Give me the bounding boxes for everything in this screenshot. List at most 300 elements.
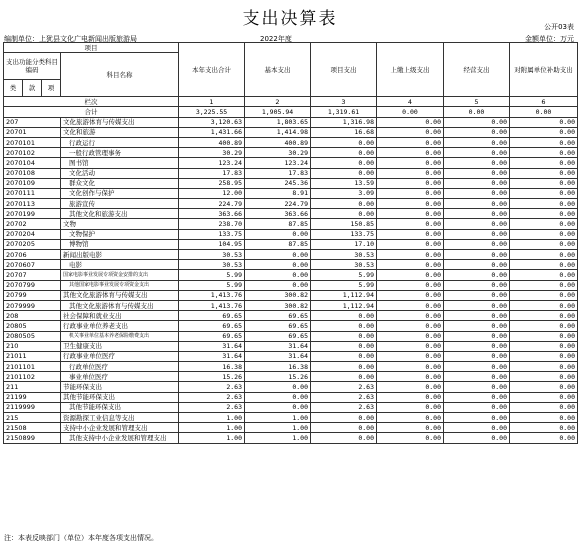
row-value: 31.64	[245, 341, 311, 351]
row-value: 0.00	[245, 250, 311, 260]
row-value: 0.00	[377, 433, 444, 443]
row-subject-name: 事业单位医疗	[61, 372, 179, 382]
row-value: 69.65	[179, 311, 245, 321]
row-value: 0.00	[444, 168, 510, 178]
row-value: 16.68	[311, 127, 377, 137]
row-value: 0.00	[510, 270, 578, 280]
compiling-unit: 编制单位：上犹县文化广电新闻出版旅游局	[4, 35, 137, 43]
row-value: 0.00	[510, 250, 578, 260]
row-value: 17.83	[179, 168, 245, 178]
row-subject-name: 旅游宣传	[61, 199, 179, 209]
row-subject-name: 图书馆	[61, 158, 179, 168]
row-subject-name: 文化和旅游	[61, 127, 179, 137]
row-code: 21508	[4, 423, 61, 433]
row-value: 0.00	[245, 229, 311, 239]
row-value: 2.63	[179, 402, 245, 412]
row-value: 16.38	[245, 362, 311, 372]
row-subject-name: 国家电影事业发展专项资金安排的支出	[61, 270, 179, 280]
col-number: 4	[377, 97, 444, 107]
row-value: 0.00	[444, 117, 510, 127]
row-value: 0.00	[377, 239, 444, 249]
sum-value: 0.00	[444, 107, 510, 117]
row-code: 2101102	[4, 372, 61, 382]
row-code: 2070109	[4, 178, 61, 188]
row-value: 1.00	[245, 433, 311, 443]
row-value: 30.29	[179, 148, 245, 158]
row-value: 0.00	[245, 382, 311, 392]
row-value: 69.65	[245, 331, 311, 341]
row-value: 0.00	[510, 331, 578, 341]
row-value: 0.00	[444, 300, 510, 310]
row-value: 0.00	[377, 209, 444, 219]
row-value: 0.00	[444, 158, 510, 168]
row-subject-name: 其他节能环保支出	[61, 392, 179, 402]
table-row	[4, 219, 578, 229]
row-value: 104.95	[179, 239, 245, 249]
row-value: 0.00	[311, 199, 377, 209]
footnote: 注：本表反映部门（单位）本年度各项支出情况。	[4, 534, 158, 542]
row-code: 207	[4, 117, 61, 127]
row-code: 2070799	[4, 280, 61, 290]
row-value: 1.00	[179, 413, 245, 423]
col-number: 1	[179, 97, 245, 107]
row-value: 0.00	[311, 137, 377, 147]
row-value: 0.00	[377, 351, 444, 361]
row-value: 0.00	[444, 362, 510, 372]
row-value: 0.00	[377, 362, 444, 372]
sum-value: 3,225.55	[179, 107, 245, 117]
row-code: 2070111	[4, 188, 61, 198]
table-row	[4, 158, 578, 168]
row-code: 2070108	[4, 168, 61, 178]
row-value: 0.00	[245, 402, 311, 412]
row-value: 0.00	[444, 423, 510, 433]
header-business: 经营支出	[444, 43, 510, 97]
row-value: 0.00	[510, 158, 578, 168]
row-value: 0.00	[377, 280, 444, 290]
row-value: 0.00	[510, 229, 578, 239]
row-code: 2101101	[4, 362, 61, 372]
row-value: 1,803.65	[245, 117, 311, 127]
row-subject-name: 节能环保支出	[61, 382, 179, 392]
row-subject-name: 行政事业单位养老支出	[61, 321, 179, 331]
row-value: 17.10	[311, 239, 377, 249]
table-body	[4, 117, 578, 443]
row-value: 0.00	[444, 199, 510, 209]
row-value: 258.95	[179, 178, 245, 188]
row-code: 2070113	[4, 199, 61, 209]
row-code: 210	[4, 341, 61, 351]
row-value: 0.00	[377, 382, 444, 392]
table-row	[4, 351, 578, 361]
row-subject-name: 机关事业单位基本养老保险缴费支出	[61, 331, 179, 341]
row-value: 2.63	[179, 392, 245, 402]
row-subject-name: 其他文化旅游体育与传媒支出	[61, 300, 179, 310]
table-row	[4, 362, 578, 372]
row-value: 0.00	[510, 178, 578, 188]
table-row	[4, 402, 578, 412]
row-value: 0.00	[444, 137, 510, 147]
row-value: 0.00	[377, 178, 444, 188]
row-value: 0.00	[510, 168, 578, 178]
sum-label: 合计	[4, 107, 179, 117]
row-value: 2.63	[311, 392, 377, 402]
row-value: 245.36	[245, 178, 311, 188]
row-value: 15.26	[245, 372, 311, 382]
table-row	[4, 311, 578, 321]
table-row	[4, 423, 578, 433]
row-value: 0.00	[510, 137, 578, 147]
sum-value: 1,905.94	[245, 107, 311, 117]
row-value: 31.64	[245, 351, 311, 361]
header-basic: 基本支出	[245, 43, 311, 97]
col-number: 5	[444, 97, 510, 107]
row-value: 0.00	[245, 270, 311, 280]
table-row	[4, 341, 578, 351]
table-row	[4, 260, 578, 270]
row-value: 69.65	[179, 321, 245, 331]
row-value: 0.00	[444, 392, 510, 402]
row-label-cell: 栏次	[4, 97, 179, 107]
row-value: 30.53	[311, 260, 377, 270]
row-subject-name: 其他文化和旅游支出	[61, 209, 179, 219]
header-project: 项目支出	[311, 43, 377, 97]
amount-unit: 金额单位：万元	[525, 35, 574, 43]
row-value: 1,413.76	[179, 300, 245, 310]
row-value: 133.75	[179, 229, 245, 239]
row-value: 0.00	[377, 168, 444, 178]
row-subject-name: 其他节能环保支出	[61, 402, 179, 412]
row-subject-name: 博物馆	[61, 239, 179, 249]
row-subject-name: 文化创作与保护	[61, 188, 179, 198]
row-value: 0.00	[444, 402, 510, 412]
row-code: 20805	[4, 321, 61, 331]
row-value: 0.00	[510, 188, 578, 198]
row-value: 0.00	[311, 311, 377, 321]
row-subject-name: 一般行政管理事务	[61, 148, 179, 158]
sum-value: 0.00	[510, 107, 578, 117]
col-number: 3	[311, 97, 377, 107]
table-row	[4, 137, 578, 147]
row-value: 400.89	[179, 137, 245, 147]
row-value: 0.00	[444, 413, 510, 423]
row-value: 2.63	[311, 402, 377, 412]
row-value: 0.00	[377, 260, 444, 270]
table-row	[4, 300, 578, 310]
row-value: 133.75	[311, 229, 377, 239]
row-value: 0.00	[444, 341, 510, 351]
row-code: 215	[4, 413, 61, 423]
row-value: 0.00	[311, 433, 377, 443]
row-value: 1,316.98	[311, 117, 377, 127]
row-value: 1.00	[179, 433, 245, 443]
page-title: 支出决算表	[242, 9, 338, 29]
row-value: 0.00	[510, 290, 578, 300]
row-value: 0.00	[377, 148, 444, 158]
row-value: 3,120.63	[179, 117, 245, 127]
row-value: 0.00	[510, 219, 578, 229]
row-value: 0.00	[311, 209, 377, 219]
row-value: 224.79	[245, 199, 311, 209]
row-value: 13.59	[311, 178, 377, 188]
row-value: 0.00	[377, 229, 444, 239]
row-subject-name: 卫生健康支出	[61, 341, 179, 351]
row-value: 0.00	[377, 117, 444, 127]
row-value: 0.00	[510, 372, 578, 382]
row-code: 2070205	[4, 239, 61, 249]
row-value: 0.00	[311, 341, 377, 351]
fiscal-year: 2022年度	[260, 35, 292, 43]
row-value: 30.53	[179, 260, 245, 270]
row-code: 2150899	[4, 433, 61, 443]
row-value: 0.00	[510, 433, 578, 443]
row-value: 0.00	[510, 127, 578, 137]
row-value: 0.00	[377, 341, 444, 351]
row-value: 87.85	[245, 239, 311, 249]
header-class-code: 支出功能分类科目编码	[4, 53, 61, 80]
table-row	[4, 239, 578, 249]
row-value: 0.00	[245, 280, 311, 290]
row-value: 0.00	[377, 250, 444, 260]
row-value: 69.65	[245, 311, 311, 321]
row-value: 12.00	[179, 188, 245, 198]
row-value: 0.00	[510, 199, 578, 209]
table-row	[4, 117, 578, 127]
row-value: 0.00	[510, 392, 578, 402]
row-value: 0.00	[510, 300, 578, 310]
row-value: 3.09	[311, 188, 377, 198]
row-value: 0.00	[444, 311, 510, 321]
row-value: 0.00	[245, 260, 311, 270]
row-value: 0.00	[444, 372, 510, 382]
row-value: 0.00	[377, 321, 444, 331]
row-subject-name: 文物	[61, 219, 179, 229]
row-value: 0.00	[444, 433, 510, 443]
table-row	[4, 372, 578, 382]
row-value: 0.00	[444, 148, 510, 158]
row-value: 0.00	[444, 229, 510, 239]
row-code: 2070199	[4, 209, 61, 219]
row-value: 0.00	[311, 331, 377, 341]
row-value: 0.00	[510, 362, 578, 372]
row-value: 0.00	[444, 178, 510, 188]
row-subject-name: 其他支持中小企业发展和管理支出	[61, 433, 179, 443]
row-value: 0.00	[377, 331, 444, 341]
table-row	[4, 148, 578, 158]
row-value: 0.00	[444, 321, 510, 331]
row-value: 5.99	[311, 280, 377, 290]
table-row	[4, 331, 578, 341]
header-subsidy: 对附属单位补助支出	[510, 43, 578, 97]
row-value: 2.63	[311, 382, 377, 392]
row-value: 5.99	[311, 270, 377, 280]
row-value: 5.99	[179, 280, 245, 290]
header-kuan: 款	[23, 80, 42, 97]
sum-value: 1,319.61	[311, 107, 377, 117]
row-value: 0.00	[444, 127, 510, 137]
row-value: 0.00	[444, 270, 510, 280]
row-code: 20706	[4, 250, 61, 260]
row-value: 0.00	[377, 392, 444, 402]
row-value: 0.00	[377, 300, 444, 310]
row-value: 0.00	[311, 413, 377, 423]
row-value: 0.00	[510, 239, 578, 249]
row-value: 0.00	[311, 148, 377, 158]
row-subject-name: 资源勘探工业信息等支出	[61, 413, 179, 423]
row-subject-name: 其他文化旅游体育与传媒支出	[61, 290, 179, 300]
row-value: 30.29	[245, 148, 311, 158]
row-value: 0.00	[311, 362, 377, 372]
row-value: 0.00	[377, 199, 444, 209]
table-row	[4, 433, 578, 443]
row-value: 0.00	[311, 321, 377, 331]
row-value: 0.00	[444, 351, 510, 361]
form-code: 公开03表	[544, 23, 574, 31]
row-value: 1,413.76	[179, 290, 245, 300]
row-value: 0.00	[377, 311, 444, 321]
row-value: 0.00	[444, 382, 510, 392]
row-subject-name: 文化活动	[61, 168, 179, 178]
table-row	[4, 270, 578, 280]
row-value: 69.65	[179, 331, 245, 341]
row-code: 2070104	[4, 158, 61, 168]
row-code: 2079999	[4, 300, 61, 310]
row-value: 0.00	[444, 290, 510, 300]
table-row	[4, 209, 578, 219]
row-value: 0.00	[377, 413, 444, 423]
row-value: 16.38	[179, 362, 245, 372]
table-row	[4, 229, 578, 239]
row-value: 0.00	[311, 168, 377, 178]
col-number: 6	[510, 97, 578, 107]
row-value: 0.00	[377, 137, 444, 147]
row-value: 0.00	[510, 280, 578, 290]
row-value: 30.53	[179, 250, 245, 260]
row-code: 2070204	[4, 229, 61, 239]
row-value: 0.00	[377, 188, 444, 198]
row-subject-name: 其他国家电影事业发展专项资金支出	[61, 280, 179, 290]
row-code: 20799	[4, 290, 61, 300]
row-code: 2070102	[4, 148, 61, 158]
table-row	[4, 168, 578, 178]
row-value: 0.00	[510, 423, 578, 433]
row-value: 363.66	[245, 209, 311, 219]
row-value: 363.66	[179, 209, 245, 219]
row-value: 0.00	[444, 188, 510, 198]
row-code: 208	[4, 311, 61, 321]
row-value: 69.65	[245, 321, 311, 331]
row-value: 31.64	[179, 341, 245, 351]
row-code: 20702	[4, 219, 61, 229]
row-value: 0.00	[444, 209, 510, 219]
row-value: 0.00	[377, 372, 444, 382]
row-subject-name: 文化旅游体育与传媒支出	[61, 117, 179, 127]
row-subject-name: 新闻出版电影	[61, 250, 179, 260]
expenditure-table	[3, 42, 578, 444]
row-code: 2070607	[4, 260, 61, 270]
row-value: 238.70	[179, 219, 245, 229]
row-code: 211	[4, 382, 61, 392]
row-subject-name: 社会保障和就业支出	[61, 311, 179, 321]
row-value: 0.00	[510, 209, 578, 219]
table-row	[4, 280, 578, 290]
row-code: 2119999	[4, 402, 61, 412]
row-value: 0.00	[510, 413, 578, 423]
row-value: 2.63	[179, 382, 245, 392]
table-row	[4, 127, 578, 137]
row-subject-name: 文物保护	[61, 229, 179, 239]
row-value: 1.00	[179, 423, 245, 433]
row-value: 123.24	[245, 158, 311, 168]
row-value: 0.00	[245, 392, 311, 402]
row-value: 0.00	[377, 158, 444, 168]
row-value: 1.00	[245, 423, 311, 433]
header-item: 项目	[4, 43, 179, 53]
row-code: 21011	[4, 351, 61, 361]
row-value: 0.00	[444, 239, 510, 249]
row-value: 300.82	[245, 300, 311, 310]
row-value: 0.00	[377, 290, 444, 300]
header-lei: 类	[4, 80, 23, 97]
row-value: 0.00	[510, 260, 578, 270]
table-row	[4, 199, 578, 209]
row-value: 0.00	[377, 270, 444, 280]
row-value: 224.79	[179, 199, 245, 209]
header-xiang: 项	[42, 80, 61, 97]
row-value: 0.00	[510, 341, 578, 351]
table-row	[4, 392, 578, 402]
row-value: 0.00	[510, 351, 578, 361]
row-subject-name: 电影	[61, 260, 179, 270]
table-row	[4, 413, 578, 423]
row-code: 2080505	[4, 331, 61, 341]
table-row	[4, 178, 578, 188]
row-value: 1,112.94	[311, 300, 377, 310]
table-row	[4, 290, 578, 300]
row-value: 0.00	[377, 402, 444, 412]
row-subject-name: 行政事业单位医疗	[61, 351, 179, 361]
row-value: 400.89	[245, 137, 311, 147]
row-value: 150.85	[311, 219, 377, 229]
row-code: 21199	[4, 392, 61, 402]
row-value: 0.00	[510, 321, 578, 331]
col-number: 2	[245, 97, 311, 107]
row-value: 0.00	[444, 260, 510, 270]
row-value: 17.83	[245, 168, 311, 178]
row-value: 0.00	[311, 351, 377, 361]
row-value: 0.00	[444, 219, 510, 229]
row-value: 87.85	[245, 219, 311, 229]
row-value: 8.91	[245, 188, 311, 198]
row-code: 2070101	[4, 137, 61, 147]
row-subject-name: 支持中小企业发展和管理支出	[61, 423, 179, 433]
row-subject-name: 行政运行	[61, 137, 179, 147]
row-value: 0.00	[377, 423, 444, 433]
row-value: 123.24	[179, 158, 245, 168]
row-value: 0.00	[444, 331, 510, 341]
row-value: 30.53	[311, 250, 377, 260]
row-value: 0.00	[510, 117, 578, 127]
table-row	[4, 321, 578, 331]
row-value: 15.26	[179, 372, 245, 382]
row-value: 1,414.98	[245, 127, 311, 137]
row-value: 0.00	[444, 280, 510, 290]
row-value: 1,112.94	[311, 290, 377, 300]
row-value: 5.99	[179, 270, 245, 280]
row-value: 31.64	[179, 351, 245, 361]
table-row	[4, 250, 578, 260]
row-code: 20707	[4, 270, 61, 280]
